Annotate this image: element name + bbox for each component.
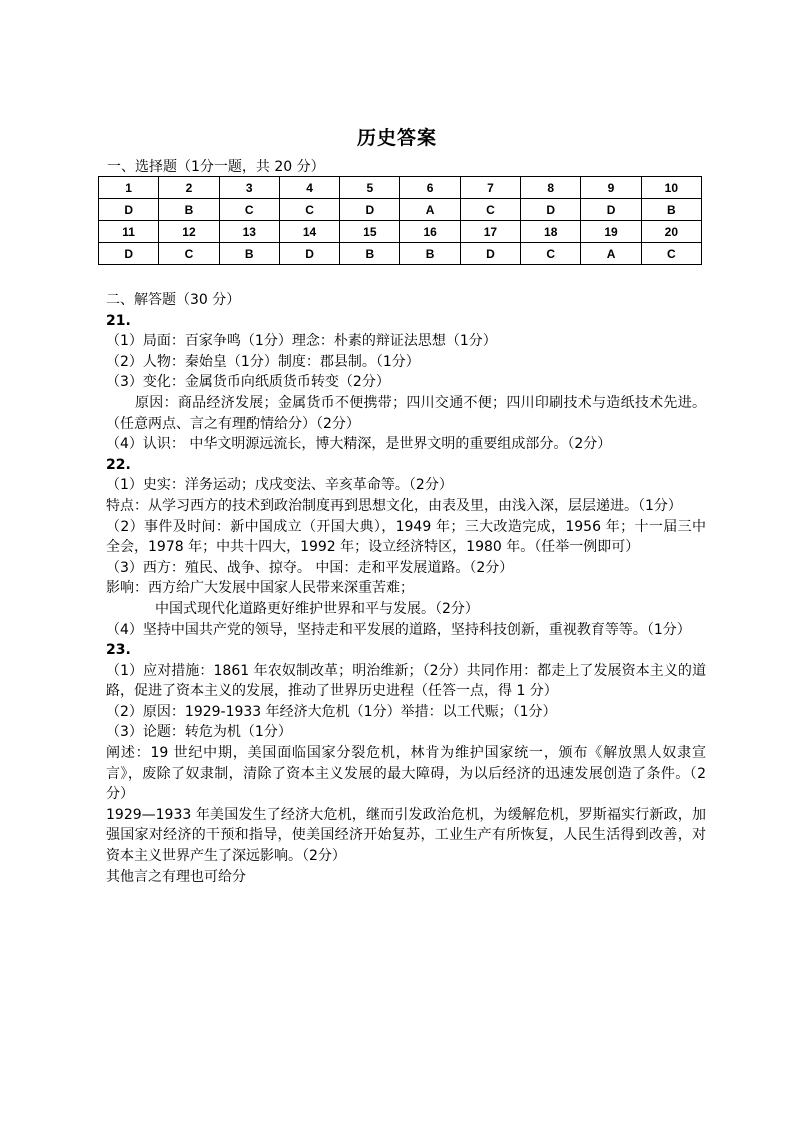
q22-feature: 特点：从学习西方的技术到政治制度再到思想文化，由表及里，由浅入深，层层递进。（1分） [106,497,682,514]
q23-part1: （1）应对措施：1861 年农奴制改革；明治维新；（2分）共同作用：都走上了发展资本主义的道路，促进了资本主义的发展，推动了世界历史进程（任答一点，得 1 分） [106,662,706,700]
answer-cell: B [340,243,400,265]
section1-heading: 一、选择题（1分一题，共 20 分） [107,159,325,175]
q22-part1: （1）史实：洋务运动；戊戌变法、辛亥革命等。（2分） [106,477,453,494]
q21-part4: （4）认识： 中华文明源远流长，博大精深，是世界文明的重要组成部分。（2分） [106,436,612,453]
question-number-row [99,177,702,199]
q22-part3: （3）西方：殖民、战争、掠夺。 中国：走和平发展道路。（2分） [106,559,514,576]
answer-cell: D [521,199,581,221]
question-number-cell: 10 [641,177,701,199]
page-title: 历史答案 [356,127,437,149]
q23-part2: （2）原因：1929-1933 年经济大危机（1分）举措：以工代赈；（1分） [106,703,557,720]
q21-part3-reason: 原因：商品经济发展；金属货币不便携带；四川交通不便；四川印刷技术与造纸技术先进。（任意两点、言之有理酌情给分）（2分） [106,394,706,432]
essay-answers [106,290,706,887]
question-number-cell: 3 [219,177,279,199]
question-number-cell: 9 [581,177,641,199]
answer-cell: A [400,199,460,221]
answer-cell: D [99,199,159,221]
question-number-cell: 6 [400,177,460,199]
answer-cell: C [219,199,279,221]
q23-elaboration-1: 阐述：19 世纪中期，美国面临国家分裂危机，林肯为维护国家统一，颁布《解放黑人奴隶宣言》，废除了奴隶制，清除了资本主义发展的最大障碍，为以后经济的迅速发展创造了条件。（2分） [106,745,706,803]
question-number-cell: 2 [159,177,219,199]
q22-impact: 影响：西方给广大发展中国家人民带来深重苦难； [106,580,414,597]
answer-cell: B [400,243,460,265]
question-number-cell: 5 [340,177,400,199]
answer-row [99,199,702,221]
answer-cell: D [340,199,400,221]
question-number-cell: 8 [521,177,581,199]
question-number-cell: 15 [340,221,400,243]
q23-elaboration-2: 1929—1933 年美国发生了经济大危机，继而引发政治危机，为缓解危机，罗斯福实行新政，加强国家对经济的干预和指导，使美国经济开始复苏，工业生产有所恢复，人民生活得到改善，对资本主义世界产生了深远影响。（2分） [106,806,706,865]
q22-part2: （2）事件及时间：新中国成立（开国大典），1949 年；三大改造完成，1956 年；十一届三中全会，1978 年；中共十四大，1992 年；设立经济特区，1980 年。（任举一例即可） [106,518,706,556]
answer-cell: B [159,199,219,221]
q21-part2: （2）人物：秦始皇（1分）制度：郡县制。（1分） [106,353,420,370]
answer-cell: D [279,243,339,265]
question-number-cell: 18 [521,221,581,243]
answer-table [98,176,702,265]
q22-impact-china: 中国式现代化道路更好维护世界和平与发展。（2分） [155,600,479,617]
answer-cell: D [99,243,159,265]
q22-part4: （4）坚持中国共产党的领导，坚持走和平发展的道路，坚持科技创新，重视教育等等。（1分） [106,621,691,638]
q23-note: 其他言之有理也可给分 [106,868,246,885]
q22-number: 22. [106,456,131,473]
question-number-cell: 14 [279,221,339,243]
q23-number: 23. [106,642,131,659]
section2-heading: 二、解答题（30 分） [106,292,241,308]
answer-cell: C [460,199,520,221]
question-number-cell: 12 [159,221,219,243]
answer-cell: D [460,243,520,265]
answer-cell: C [641,243,701,265]
question-number-cell: 16 [400,221,460,243]
answer-cell: C [159,243,219,265]
question-number-cell: 19 [581,221,641,243]
q21-part1: （1）局面：百家争鸣（1分）理念：朴素的辩证法思想（1分） [106,333,497,350]
question-number-cell: 13 [219,221,279,243]
answer-cell: B [641,199,701,221]
answer-cell: C [279,199,339,221]
question-number-row [99,221,702,243]
answer-cell: C [521,243,581,265]
answer-cell: B [219,243,279,265]
q21-number: 21. [106,312,131,329]
question-number-cell: 20 [641,221,701,243]
q23-part3: （3）论题：转危为机（1分） [106,724,292,741]
answer-cell: D [581,199,641,221]
question-number-cell: 11 [99,221,159,243]
question-number-cell: 17 [460,221,520,243]
q21-part3: （3）变化：金属货币向纸质货币转变（2分） [106,374,390,391]
answer-row [99,243,702,265]
question-number-cell: 1 [99,177,159,199]
question-number-cell: 4 [279,177,339,199]
answer-cell: A [581,243,641,265]
question-number-cell: 7 [460,177,520,199]
